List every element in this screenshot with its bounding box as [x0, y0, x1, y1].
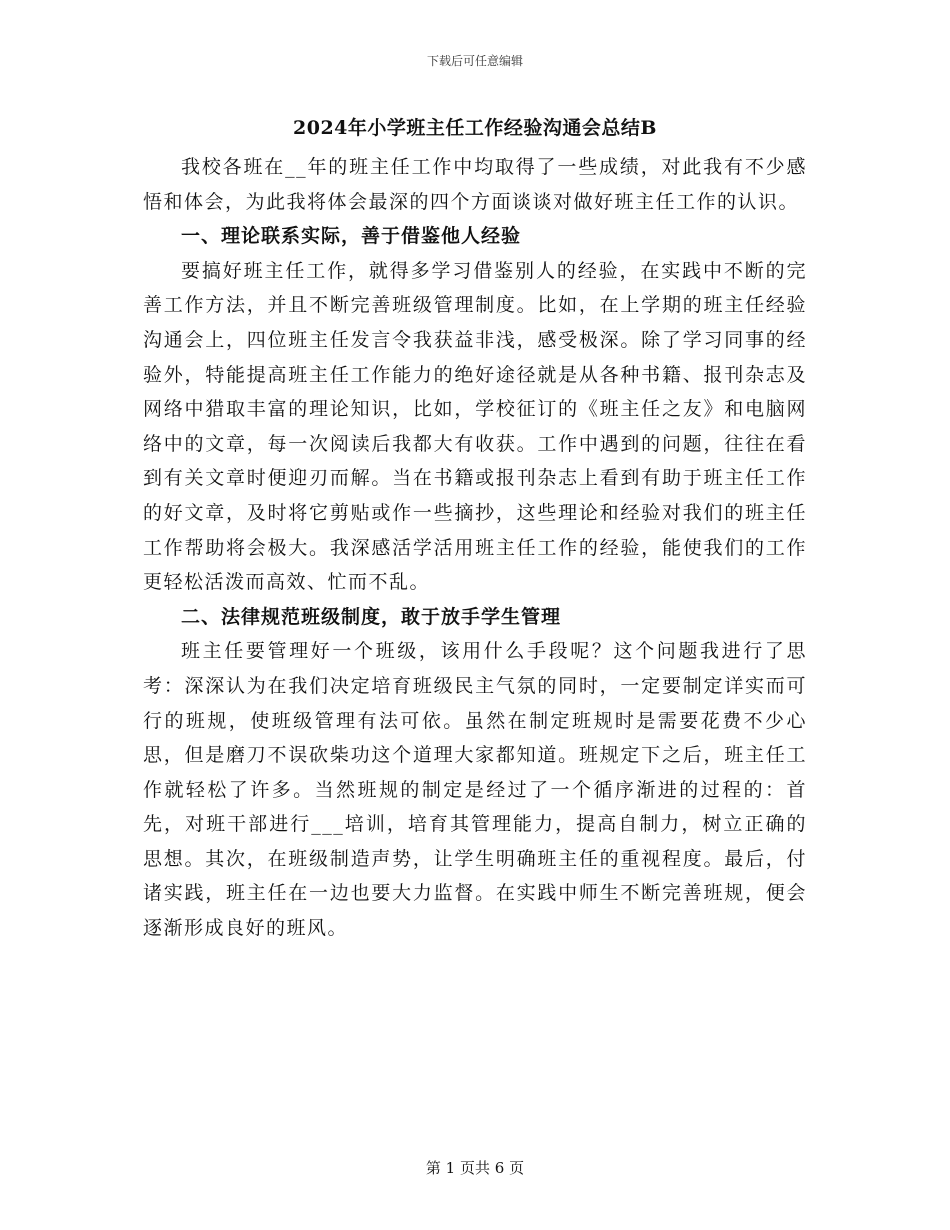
document-body: [143, 112, 807, 946]
section-1-paragraph: 要搞好班主任工作，就得多学习借鉴别人的经验，在实践中不断的完善工作方法，并且不断完善班级管理制度。比如，在上学期的班主任经验沟通会上，四位班主任发言令我获益非浅，感受极深。除了学习同事的经验外，特能提高班主任工作能力的绝好途径就是从各种书籍、报刊杂志及网络中猎取丰富的理论知识，比如，学校征订的《班主任之友》和电脑网络中的文章，每一次阅读后我都大有收获。工作中遇到的问题，往往在看到有关文章时便迎刃而解。当在书籍或报刊杂志上看到有助于班主任工作的好文章，及时将它剪贴或作一些摘抄，这些理论和经验对我们的班主任工作帮助将会极大。我深感活学活用班主任工作的经验，能使我们的工作更轻松活泼而高效、忙而不乱。: [143, 259, 807, 594]
section-1-heading: 一、理论联系实际，善于借鉴他人经验: [181, 225, 522, 248]
section-2-paragraph: 班主任要管理好一个班级，该用什么手段呢？这个问题我进行了思考：深深认为在我们决定培育班级民主气氛的同时，一定要制定详实而可行的班规，使班级管理有法可依。虽然在制定班规时是需要花费不少心思，但是磨刀不误砍柴功这个道理大家都知道。班规定下之后，班主任工作就轻松了许多。当然班规的制定是经过了一个循序渐进的过程的：首先，对班干部进行___培训，培育其管理能力，提高自制力，树立正确的思想。其次，在班级制造声势，让学生明确班主任的重视程度。最后，付诸实践，班主任在一边也要大力监督。在实践中师生不断完善班规，便会逐渐形成良好的班风。: [143, 640, 807, 940]
page-number: 第 1 页共 6 页: [425, 1159, 525, 1177]
intro-paragraph: 我校各班在__年的班主任工作中均取得了一些成绩，对此我有不少感悟和体会，为此我将体会最深的四个方面谈谈对做好班主任工作的认识。: [143, 156, 807, 213]
section-2-heading: 二、法律规范班级制度，敢于放手学生管理: [181, 605, 562, 628]
document-title: 2024年小学班主任工作经验沟通会总结B: [293, 117, 657, 139]
page-header: 下载后可任意编辑: [426, 54, 523, 68]
